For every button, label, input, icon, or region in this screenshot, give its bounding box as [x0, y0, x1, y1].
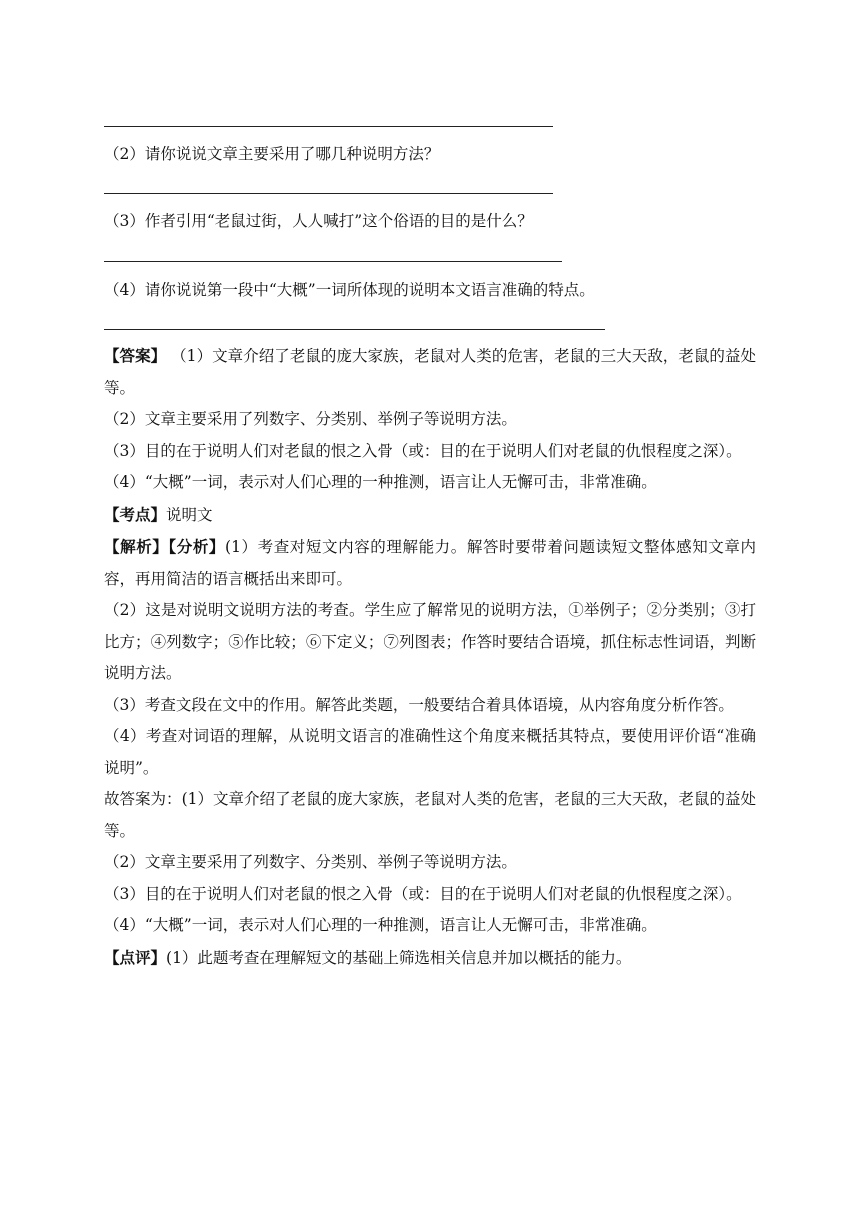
- final-answer-3: （3）目的在于说明人们对老鼠的恨之入骨（或：目的在于说明人们对老鼠的仇恨程度之深）。: [104, 884, 742, 903]
- answer-item-4: （4）“大概”一词，表示对人们心理的一种推测，语言让人无懈可击，非常准确。: [104, 473, 657, 491]
- dianping-tag: 【点评】: [104, 947, 167, 967]
- jiexi-item-4: （4）考查对词语的理解，从说明文语言的准确性这个角度来概括其特点，要使用评价语“准确说明”。: [104, 727, 756, 777]
- answer-item-3: （3）目的在于说明人们对老鼠的恨之入骨（或：目的在于说明人们对老鼠的仇恨程度之深）。: [104, 441, 742, 460]
- question-3: （3）作者引用“老鼠过街，人人喊打”这个俗语的目的是什么？: [104, 212, 533, 230]
- answer-line-1: [104, 126, 553, 127]
- answer-item-2: （2）文章主要采用了列数字、分类别、举例子等说明方法。: [104, 410, 517, 428]
- kaodian-line: 【考点】说明文: [104, 504, 213, 524]
- answer-section: [104, 340, 756, 974]
- jiexi-item-2: （2）这是对说明文说明方法的考查。学生应了解常见的说明方法，①举例子；②分类别；③打比方；④列数字；⑤作比较；⑥下定义；⑦列图表；作答时要结合语境，抓住标志性词语，判断说明方法。: [104, 601, 756, 682]
- answer-tag: 【答案】: [104, 346, 167, 365]
- jiexi-item-3: （3）考查文段在文中的作用。解答此类题，一般要结合着具体语境，从内容角度分析作答。: [104, 695, 734, 714]
- final-answer-1: 故答案为：(1）文章介绍了老鼠的庞大家族，老鼠对人类的危害，老鼠的三大天敌，老鼠的益处等。: [104, 790, 756, 840]
- jiexi-item-1: 【解析】【分析】(1）考查对短文内容的理解能力。解答时要带着问题读短文整体感知文章内容，再用简洁的语言概括出来即可。: [104, 537, 756, 588]
- final-answer-2: （2）文章主要采用了列数字、分类别、举例子等说明方法。: [104, 853, 517, 871]
- answer-item-1: 【答案】 （1）文章介绍了老鼠的庞大家族，老鼠对人类的危害，老鼠的三大天敌，老鼠的益处等。: [104, 346, 756, 397]
- question-2: （2）请你说说文章主要采用了哪几种说明方法？: [104, 145, 440, 163]
- answer-line-3: [104, 261, 562, 262]
- jiexi-tag: 【解析】【分析】: [104, 537, 226, 556]
- final-answer-4: （4）“大概”一词，表示对人们心理的一种推测，语言让人无懈可击，非常准确。: [104, 916, 657, 934]
- question-4: （4）请你说说第一段中“大概”一词所体现的说明本文语言准确的特点。: [104, 281, 595, 299]
- kaodian-tag: 【考点】: [104, 504, 167, 524]
- answer-line-4: [104, 329, 605, 330]
- dianping-line: 【点评】(1）此题考查在理解短文的基础上筛选相关信息并加以概括的能力。: [104, 947, 632, 967]
- answer-line-2: [104, 193, 553, 194]
